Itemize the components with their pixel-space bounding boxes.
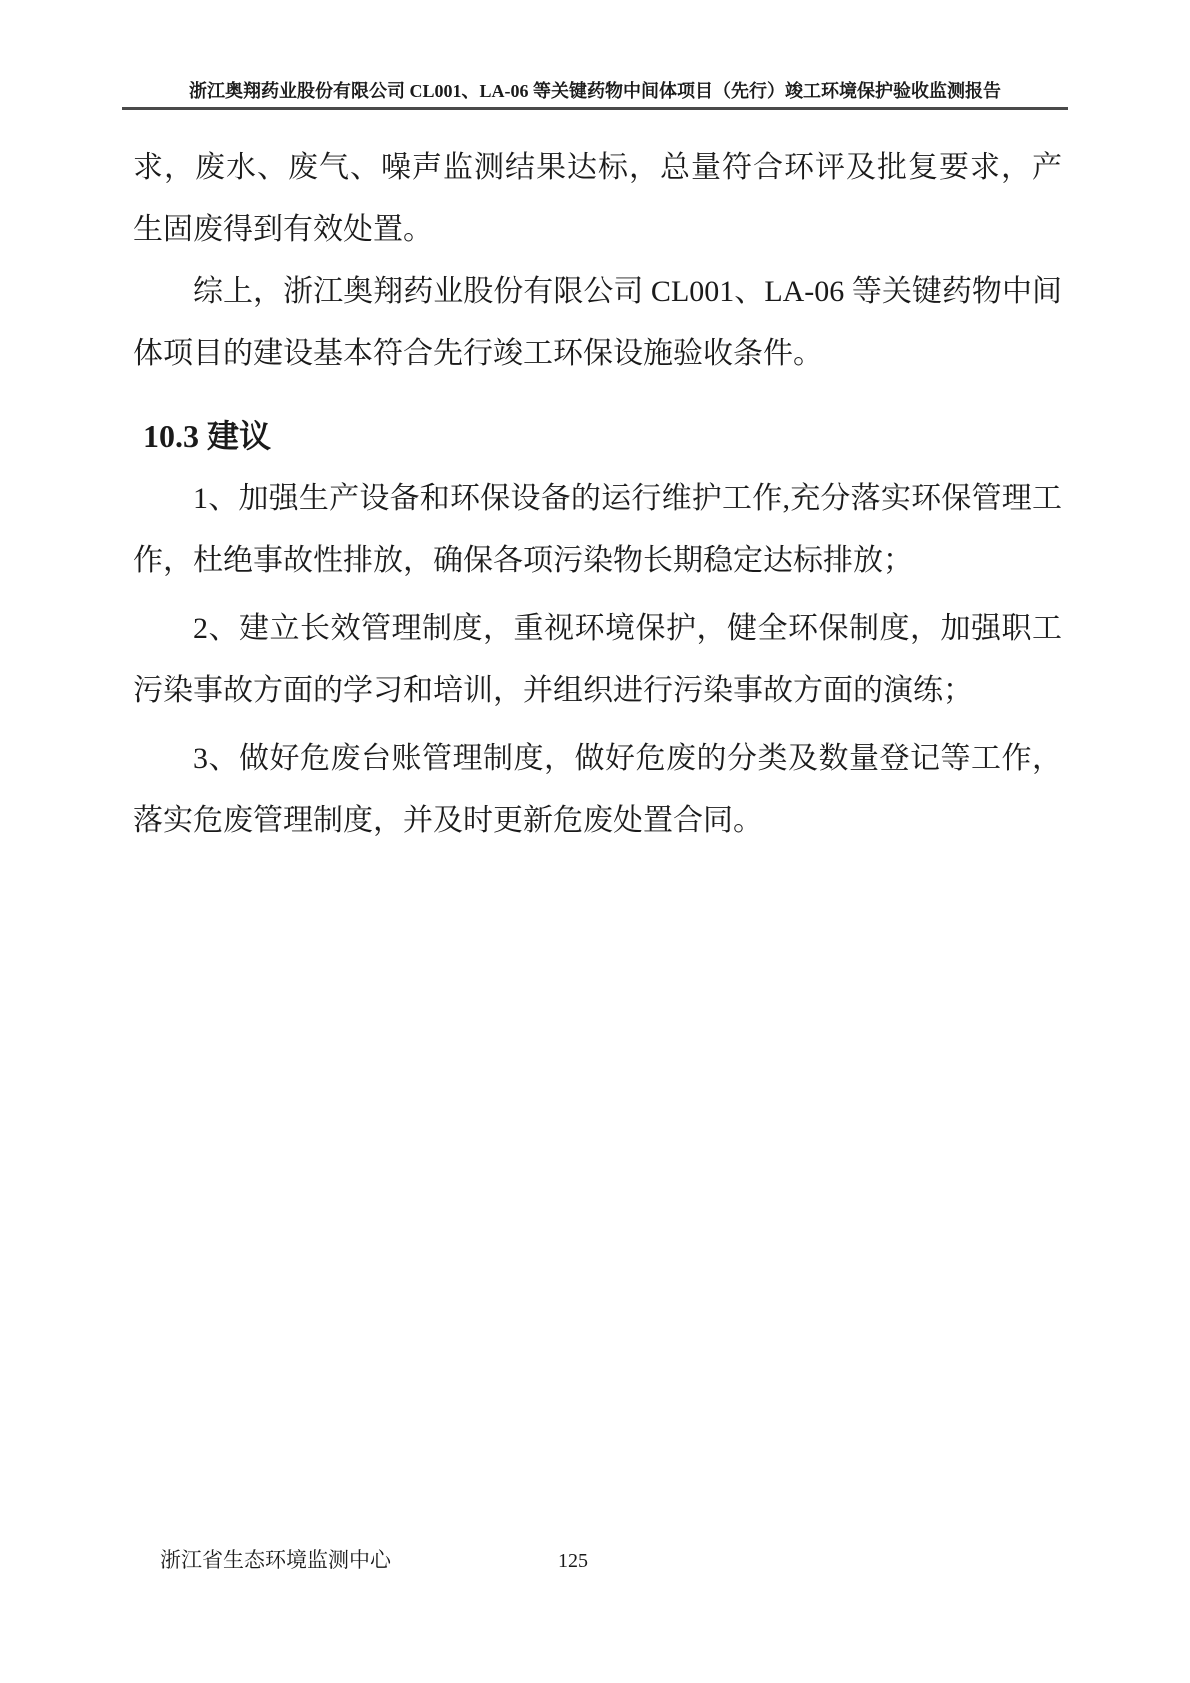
page-header [122,80,1068,110]
suggestion-item-3: 3、做好危废台账管理制度，做好危废的分类及数量登记等工作，落实危废管理制度，并及时更新危废处置合同。 [133,742,1062,837]
suggestion-item-1: 1、加强生产设备和环保设备的运行维护工作,充分落实环保管理工作，杜绝事故性排放，确保各项污染物长期稳定达标排放； [133,482,1062,577]
suggestion-item-2: 2、建立长效管理制度，重视环境保护，健全环保制度，加强职工污染事故方面的学习和培训，并组织进行污染事故方面的演练； [133,612,1062,707]
paragraph-continued-conclusion: 求，废水、废气、噪声监测结果达标，总量符合环评及批复要求，产生固废得到有效处置。 [133,151,1062,246]
section-heading-10-3: 10.3 建议 [143,418,272,454]
paragraph-summary: 综上，浙江奥翔药业股份有限公司 CL001、LA-06 等关键药物中间体项目的建设基本符合先行竣工环保设施验收条件。 [133,275,1062,370]
document-body [133,137,1062,858]
header-title: 浙江奥翔药业股份有限公司 CL001、LA-06 等关键药物中间体项目（先行）竣工环境保护验收监测报告 [189,81,1001,101]
footer-organization: 浙江省生态环境监测中心 [160,1548,391,1572]
footer-page-number: 125 [558,1550,588,1572]
page-footer [0,1546,1190,1576]
